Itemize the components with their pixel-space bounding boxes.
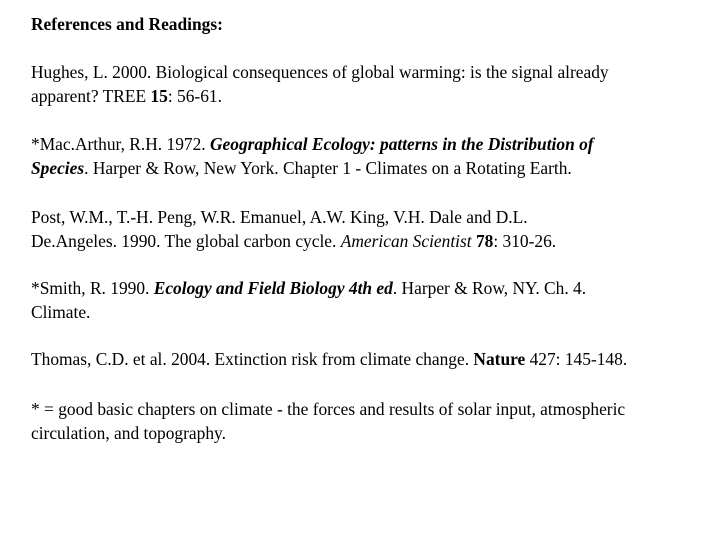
reference-line: Hughes, L. 2000. Biological consequences of global warming: is the signal already <box>31 62 609 82</box>
reference-text: : 56-61. <box>167 86 222 106</box>
reference-text: . Harper & Row, NY. Ch. 4. <box>392 278 587 298</box>
book-title: Ecology and Field Biology 4th ed <box>153 278 393 298</box>
reference-text: 427: 145-148. <box>525 349 628 369</box>
book-title: Species <box>31 158 85 178</box>
reference-hughes <box>31 60 719 108</box>
footnote-line: circulation, and topography. <box>31 423 226 443</box>
reference-text: : 310-26. <box>493 231 557 251</box>
reference-text: *Mac.Arthur, R.H. 1972. <box>31 134 210 154</box>
volume-number: 78 <box>475 231 494 251</box>
reference-line <box>31 347 719 371</box>
reference-line <box>31 132 719 156</box>
reference-thomas <box>31 347 719 371</box>
volume-number: 15 <box>150 86 168 106</box>
reference-text: De.Angeles. 1990. The global carbon cycle. <box>31 231 341 251</box>
reference-text: *Smith, R. 1990. <box>31 278 154 298</box>
book-title: Geographical Ecology: patterns in the Distribution of <box>209 134 594 154</box>
reference-line <box>31 276 719 300</box>
journal-name: Nature <box>473 349 526 369</box>
footnote <box>31 397 719 445</box>
reference-text: . Harper & Row, New York. Chapter 1 - Climates on a Rotating Earth. <box>84 158 572 178</box>
references-heading: References and Readings: <box>31 14 223 34</box>
reference-macarthur <box>31 132 719 180</box>
reference-text: Thomas, C.D. et al. 2004. Extinction risk from climate change. <box>31 349 474 369</box>
reference-post <box>31 205 719 253</box>
reference-line: Climate. <box>31 302 91 322</box>
reference-line: Post, W.M., T.-H. Peng, W.R. Emanuel, A.W. King, V.H. Dale and D.L. <box>31 207 528 227</box>
reference-line <box>31 156 719 180</box>
reference-line <box>31 84 719 108</box>
reference-text: apparent? TREE <box>31 86 151 106</box>
footnote-line: * = good basic chapters on climate - the forces and results of solar input, atmospheric <box>31 399 626 419</box>
reference-line <box>31 229 719 253</box>
journal-name: American Scientist <box>340 231 472 251</box>
reference-smith <box>31 276 719 324</box>
